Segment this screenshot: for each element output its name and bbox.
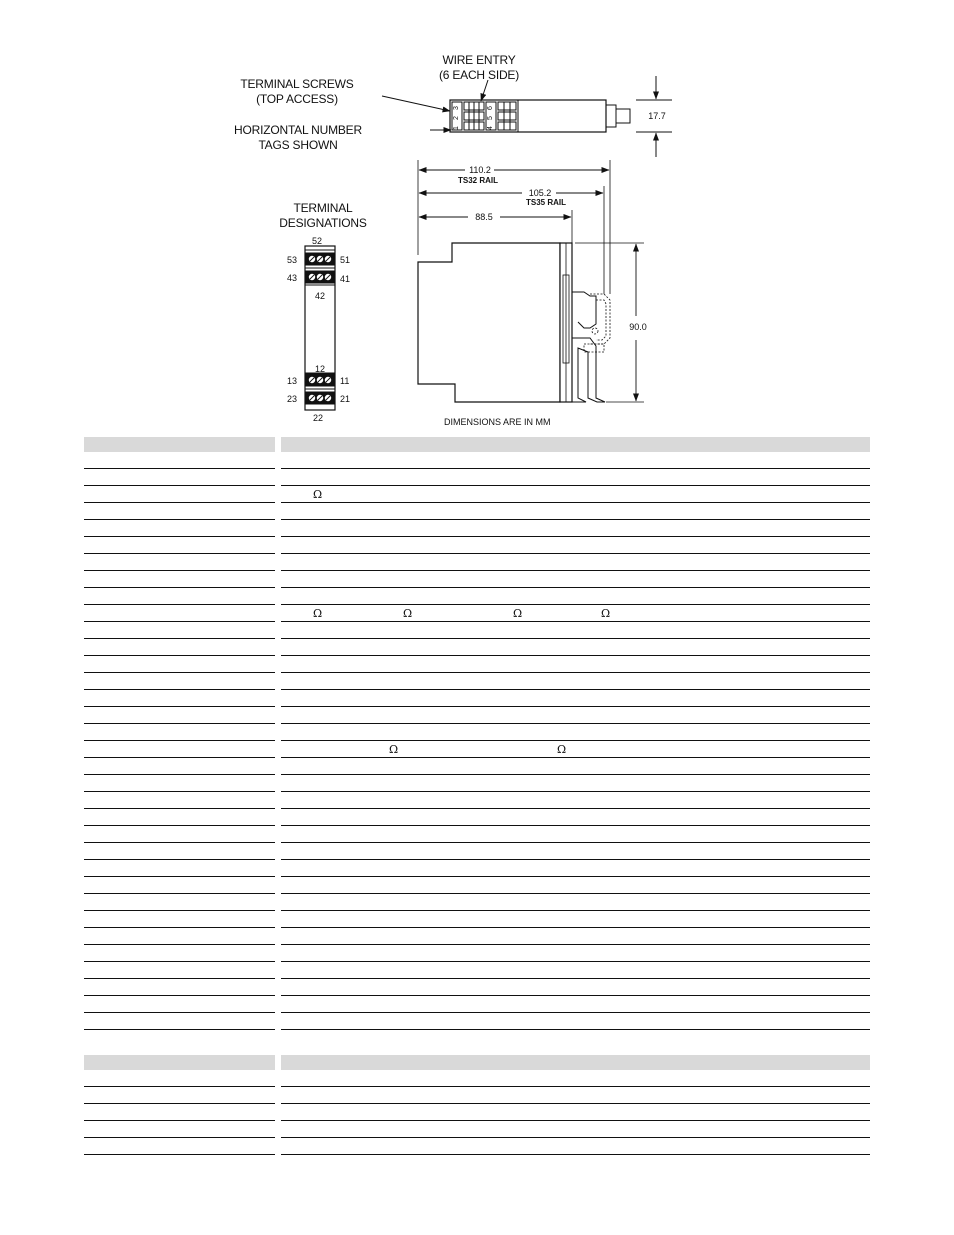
side-view-drawing [418, 243, 605, 402]
ohm-symbol: Ω [389, 743, 399, 756]
parameter-cell [84, 656, 275, 673]
tag-4: 4 [487, 126, 494, 130]
parameter-cell [84, 843, 275, 860]
parameter-cell [84, 452, 275, 469]
parameter-cell [84, 741, 275, 758]
parameter-cell [84, 911, 275, 928]
height-dimension-17-7: 17.7 [642, 111, 672, 121]
top-view-drawing [382, 76, 672, 157]
parameter-cell [84, 775, 275, 792]
value-cell [281, 996, 870, 1013]
table-row [84, 928, 870, 945]
table-row [84, 741, 870, 758]
dim-110-2: 110.2 [466, 165, 494, 175]
table-row [84, 792, 870, 809]
table-row [84, 588, 870, 605]
ohm-symbol: Ω [313, 607, 323, 620]
table-row [84, 1121, 870, 1138]
value-cell [281, 826, 870, 843]
table-row [84, 1087, 870, 1104]
value-cell [281, 690, 870, 707]
table-row [84, 826, 870, 843]
tag-2: 2 [453, 116, 460, 120]
table-header [84, 1055, 870, 1070]
parameter-cell [84, 996, 275, 1013]
table-row [84, 452, 870, 469]
parameter-cell [84, 1138, 275, 1155]
dim-105-2: 105.2 [524, 188, 556, 198]
value-cell [281, 1121, 870, 1138]
table-row [84, 1138, 870, 1155]
parameter-cell [84, 605, 275, 622]
table-row [84, 962, 870, 979]
table-header [84, 437, 870, 452]
parameter-cell [84, 809, 275, 826]
table-row [84, 469, 870, 486]
value-cell [281, 928, 870, 945]
table-row [84, 605, 870, 622]
parameter-cell [84, 1087, 275, 1104]
value-cell [281, 979, 870, 996]
parameter-cell [84, 962, 275, 979]
horizontal-tags-label: HORIZONTAL NUMBER TAGS SHOWN [234, 123, 362, 152]
parameter-cell [84, 724, 275, 741]
value-cell [281, 792, 870, 809]
value-cell [281, 503, 870, 520]
terminal-12: 12 [315, 364, 326, 374]
value-cell [281, 894, 870, 911]
parameter-cell [84, 690, 275, 707]
ts32-rail-label: TS32 RAIL [458, 176, 499, 185]
tag-3: 3 [453, 106, 460, 110]
table-row [84, 809, 870, 826]
specifications-table [84, 437, 870, 1030]
tag-5: 5 [487, 116, 494, 120]
value-cell [281, 486, 870, 503]
tag-1: 1 [453, 126, 460, 130]
parameter-cell [84, 979, 275, 996]
wire-entry-label: WIRE ENTRY (6 EACH SIDE) [438, 53, 520, 82]
terminal-41: 41 [340, 274, 351, 284]
table-row [84, 775, 870, 792]
table-row [84, 996, 870, 1013]
terminal-diagram [305, 246, 335, 410]
parameter-cell [84, 877, 275, 894]
table-row [84, 656, 870, 673]
terminal-51: 51 [340, 255, 351, 265]
parameter-cell [84, 826, 275, 843]
value-cell [281, 877, 870, 894]
terminal-screws-label: TERMINAL SCREWS (TOP ACCESS) [240, 77, 354, 106]
value-cell [281, 639, 870, 656]
dim-90-0: 90.0 [624, 322, 652, 332]
value-cell [281, 605, 870, 622]
table-row [84, 673, 870, 690]
terminal-21: 21 [340, 394, 351, 404]
parameter-cell [84, 554, 275, 571]
value-cell [281, 945, 870, 962]
tag-6: 6 [487, 106, 494, 110]
table-row [84, 622, 870, 639]
table-row [84, 639, 870, 656]
table-row [84, 860, 870, 877]
value-cell [281, 758, 870, 775]
table-row [84, 843, 870, 860]
value-cell [281, 860, 870, 877]
ts35-rail-label: TS35 RAIL [526, 198, 567, 207]
dim-88-5: 88.5 [468, 212, 500, 222]
value-cell [281, 622, 870, 639]
parameter-cell [84, 1121, 275, 1138]
parameter-cell [84, 860, 275, 877]
value-cell [281, 1104, 870, 1121]
parameter-cell [84, 639, 275, 656]
table-row [84, 520, 870, 537]
parameter-cell [84, 707, 275, 724]
table-row [84, 707, 870, 724]
parameter-cell [84, 792, 275, 809]
dimensions-note: DIMENSIONS ARE IN MM [444, 417, 551, 427]
parameter-cell [84, 1104, 275, 1121]
parameter-cell [84, 588, 275, 605]
terminal-43: 43 [287, 273, 298, 283]
parameter-cell [84, 503, 275, 520]
value-cell [281, 843, 870, 860]
terminal-designations-label: TERMINAL DESIGNATIONS [279, 201, 367, 230]
value-cell [281, 911, 870, 928]
table-row [84, 690, 870, 707]
table-row [84, 486, 870, 503]
parameter-cell [84, 520, 275, 537]
table-row [84, 1013, 870, 1030]
ohm-symbol: Ω [557, 743, 567, 756]
value-cell [281, 1070, 870, 1087]
value-cell [281, 707, 870, 724]
parameter-cell [84, 1013, 275, 1030]
ordering-table [84, 1055, 870, 1155]
value-cell [281, 962, 870, 979]
value-cell [281, 571, 870, 588]
table-row [84, 877, 870, 894]
parameter-cell [84, 928, 275, 945]
value-cell [281, 554, 870, 571]
table-row [84, 724, 870, 741]
parameter-cell [84, 486, 275, 503]
table-row [84, 1104, 870, 1121]
table-row [84, 979, 870, 996]
value-cell [281, 1087, 870, 1104]
value-cell [281, 724, 870, 741]
ohm-symbol: Ω [601, 607, 611, 620]
value-cell [281, 673, 870, 690]
parameter-cell [84, 537, 275, 554]
value-cell [281, 588, 870, 605]
table-row [84, 1070, 870, 1087]
ohm-symbol: Ω [313, 488, 323, 501]
table-row [84, 911, 870, 928]
parameter-cell [84, 1070, 275, 1087]
parameter-cell [84, 469, 275, 486]
value-cell [281, 452, 870, 469]
rail-profile [584, 294, 610, 352]
table-row [84, 503, 870, 520]
terminal-23: 23 [287, 394, 298, 404]
terminal-22: 22 [313, 413, 324, 423]
parameter-cell [84, 758, 275, 775]
parameter-cell [84, 622, 275, 639]
value-cell [281, 809, 870, 826]
table-row [84, 894, 870, 911]
table-row [84, 537, 870, 554]
table-row [84, 945, 870, 962]
parameter-cell [84, 673, 275, 690]
terminal-52: 52 [312, 236, 323, 246]
terminal-11: 11 [340, 376, 350, 386]
table-row [84, 758, 870, 775]
value-cell [281, 469, 870, 486]
value-cell [281, 1013, 870, 1030]
value-cell [281, 741, 870, 758]
table-row [84, 571, 870, 588]
table-row [84, 554, 870, 571]
ohm-symbol: Ω [513, 607, 523, 620]
value-cell [281, 537, 870, 554]
value-cell [281, 656, 870, 673]
parameter-cell [84, 894, 275, 911]
value-cell [281, 1138, 870, 1155]
parameter-cell [84, 571, 275, 588]
terminal-13: 13 [287, 376, 298, 386]
terminal-53: 53 [287, 255, 298, 265]
terminal-42: 42 [315, 291, 326, 301]
parameter-cell [84, 945, 275, 962]
value-cell [281, 520, 870, 537]
ohm-symbol: Ω [403, 607, 413, 620]
value-cell [281, 775, 870, 792]
